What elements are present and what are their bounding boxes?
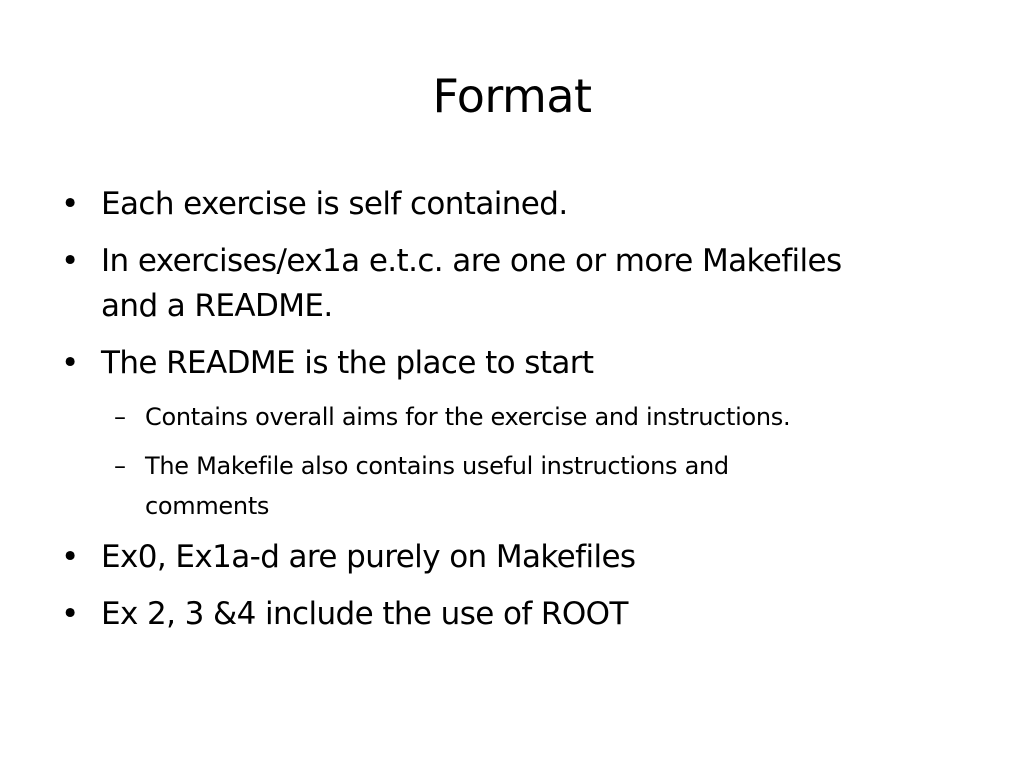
bullet-marker: • (61, 243, 79, 279)
bullet-marker: • (61, 186, 79, 222)
bullet-text (101, 182, 568, 227)
bullet-line: Ex 2, 3 &4 include the use of ROOT (101, 596, 628, 632)
bullet-text (101, 239, 842, 329)
bullet-marker: • (61, 345, 79, 381)
bullet-line: Ex0, Ex1a-d are purely on Makefiles (101, 539, 636, 575)
bullet-marker: • (61, 596, 79, 632)
bullet-text (101, 592, 628, 637)
dash-marker: – (114, 452, 126, 480)
bullet-marker: • (61, 539, 79, 575)
bullet-line: The README is the place to start (101, 345, 594, 381)
slide-title: Format (432, 69, 592, 123)
sub-bullet-text (145, 397, 790, 437)
sub-bullet-line: The Makefile also contains useful instructions and (145, 452, 729, 480)
bullet-text (101, 341, 593, 386)
bullet-text (101, 535, 636, 580)
dash-marker: – (114, 403, 126, 431)
sub-bullet-text (145, 446, 729, 526)
sub-bullet-line: Contains overall aims for the exercise and instructions. (145, 403, 791, 431)
bullet-line: Each exercise is self contained. (101, 186, 568, 222)
bullet-line: and a README. (101, 288, 333, 324)
bullet-line: In exercises/ex1a e.t.c. are one or more Makefiles (101, 243, 842, 279)
sub-bullet-line: comments (145, 492, 270, 520)
